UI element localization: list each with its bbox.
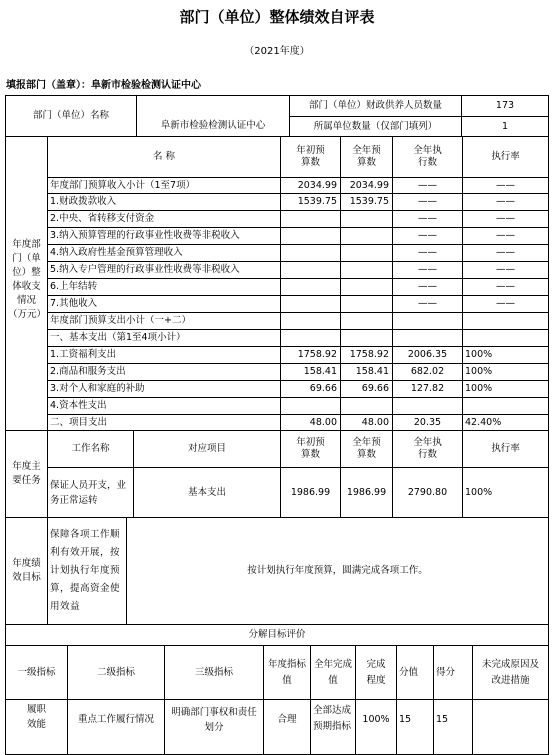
ind-row-l1: 履职效能: [26, 704, 46, 730]
budget-row-3-name: 3.纳入预算管理的行政事业性收费等非税收入: [50, 230, 240, 241]
budget-row-13-name: 4.资本性支出: [50, 400, 107, 411]
report-year: （2021年度）: [244, 46, 310, 57]
staff-count-value: 173: [495, 100, 515, 111]
budget-row-2-b: [341, 211, 392, 227]
budget-row-13-a: [281, 398, 340, 414]
budget-row-5-name: 5.纳入专户管理的行政事业性收费等非税收入: [50, 264, 240, 275]
budget-row-8-c: [393, 313, 462, 329]
budget-row-2-a: [281, 211, 340, 227]
page-title: 部门（单位）整体绩效自评表: [179, 8, 375, 26]
budget-row-12-name: 3.对个人和家庭的补助: [50, 383, 145, 394]
budget-row-14-a: 48.00: [309, 416, 337, 428]
sub-unit-value: 1: [501, 120, 509, 132]
budget-row-1-b: 1539.75: [349, 196, 389, 207]
task-item: 基本支出: [187, 486, 226, 498]
task-name: 保证人员开支，业务正常运转: [50, 479, 127, 506]
budget-row-6-name: 6.上年结转: [50, 281, 98, 292]
tasks-header-initial: 年初预算数: [296, 437, 325, 460]
ind-header-max: 分值: [399, 666, 419, 678]
budget-row-4-name: 4.纳入政府性基金预算管理收入: [50, 247, 183, 258]
ind-header-l2: 二级指标: [96, 666, 135, 678]
tasks-header-task: 工作名称: [71, 443, 110, 454]
budget-row-12-c: 127.82: [410, 383, 445, 394]
ind-row-degree: 100%: [362, 714, 390, 725]
task-rate: 100%: [465, 486, 493, 498]
indicator-section-title: 分解目标评价: [248, 629, 306, 640]
budget-row-11-d: 100%: [465, 366, 493, 377]
budget-row-0-b: 2034.99: [349, 179, 389, 191]
budget-row-7-b: [341, 296, 392, 312]
budget-row-0-name: 年度部门预算收入小计（1至7项）: [50, 179, 196, 191]
tasks-side-label: 年度主要任务: [12, 461, 41, 486]
ind-row-target: 合理: [277, 714, 297, 725]
goal-left-text: 保障各项工作顺利有效开展，按计划执行年度预算，提高资金使用效益: [50, 529, 121, 612]
ind-header-score: 得分: [436, 666, 456, 678]
ind-row-score: 15: [436, 714, 449, 725]
ind-row-l3: 明确部门事权和责任划分: [171, 707, 257, 733]
budget-row-12-d: 100%: [465, 383, 493, 394]
ind-header-target: 年度指标值: [268, 658, 307, 686]
budget-row-13-d: [463, 398, 548, 414]
budget-row-4-a: [281, 245, 340, 261]
budget-row-3-d: ——: [496, 230, 515, 241]
ind-header-reason: 未完成原因及改进措施: [481, 658, 539, 686]
ind-header-actual: 全年完成值: [314, 658, 353, 686]
budget-row-1-d: ——: [496, 196, 515, 207]
task-full: 1986.99: [346, 486, 387, 498]
budget-row-3-b: [341, 228, 392, 244]
budget-row-3-a: [281, 228, 340, 244]
task-exec: 2790.80: [407, 486, 448, 498]
budget-row-6-b: [341, 279, 392, 295]
goal-right-text: 按计划执行年度预算，圆满完成各项工作。: [247, 565, 428, 576]
ind-row-reason: [473, 700, 548, 740]
budget-header-full: 全年预算数: [352, 145, 381, 168]
budget-row-9-c: [393, 330, 462, 346]
ind-row-max: 15: [399, 714, 412, 725]
budget-row-14-name: 二、项目支出: [50, 416, 108, 428]
task-initial: 1986.99: [290, 486, 331, 498]
budget-row-12-a: 69.66: [309, 383, 337, 394]
budget-row-8-name: 年度部门预算支出小计（一+二）: [50, 315, 191, 326]
budget-row-11-a: 158.41: [303, 366, 337, 377]
tasks-header-full: 全年预算数: [352, 437, 381, 460]
budget-row-9-name: 一、基本支出（第1至4项小计）: [50, 332, 186, 343]
budget-row-10-d: 100%: [465, 349, 493, 360]
tasks-header-exec: 全年执行数: [413, 437, 442, 460]
budget-row-1-c: ——: [418, 196, 437, 207]
budget-row-7-d: ——: [496, 298, 515, 309]
budget-header-initial: 年初预算数: [296, 145, 325, 168]
budget-header-rate: 执行率: [491, 151, 520, 162]
budget-row-6-d: ——: [496, 281, 515, 292]
budget-row-5-d: ——: [496, 264, 515, 275]
budget-row-7-name: 7.其他收入: [50, 298, 98, 309]
budget-row-10-b: 1758.92: [349, 349, 389, 360]
budget-row-4-d: ——: [496, 247, 515, 258]
ind-header-l3: 三级指标: [194, 666, 233, 678]
budget-row-1-a: 1539.75: [297, 196, 337, 207]
budget-row-13-b: [341, 398, 392, 414]
budget-row-4-c: ——: [418, 247, 437, 258]
dept-name-value: 阜新市检验检测认证中心: [160, 120, 266, 131]
filler-department: 填报部门（盖章）：阜新市检验检测认证中心: [6, 80, 201, 91]
budget-row-14-c: 20.35: [413, 416, 442, 428]
budget-row-11-name: 2.商品和服务支出: [50, 366, 126, 377]
budget-row-14-d: 42.40%: [465, 416, 502, 428]
budget-row-3-c: ——: [418, 230, 437, 241]
budget-row-9-b: [341, 330, 392, 346]
budget-row-2-c: ——: [418, 213, 437, 224]
ind-header-l1: 一级指标: [17, 666, 56, 678]
budget-row-13-c: [393, 398, 462, 414]
tasks-header-rate: 执行率: [491, 443, 520, 454]
budget-row-2-d: ——: [496, 213, 515, 224]
budget-row-11-c: 682.02: [410, 366, 445, 377]
ind-header-degree: 完成程度: [366, 658, 386, 686]
ind-row-actual: 全部达成预期指标: [313, 705, 352, 732]
budget-row-10-a: 1758.92: [297, 349, 337, 360]
budget-row-0-c: ——: [418, 179, 437, 191]
budget-row-5-c: ——: [418, 264, 437, 275]
budget-row-5-a: [281, 262, 340, 278]
goal-side-label: 年度绩效目标: [12, 558, 41, 583]
budget-row-8-b: [341, 313, 392, 329]
budget-row-8-d: [463, 313, 548, 329]
staff-count-label: 部门（单位）财政供养人员数量: [308, 100, 442, 111]
budget-side-label: 年度部门（单位）整体收支情况（万元）: [8, 239, 47, 320]
budget-header-exec: 全年执行数: [413, 145, 442, 168]
budget-row-6-a: [281, 279, 340, 295]
budget-row-12-b: 69.66: [361, 383, 389, 394]
ind-row-l2: 重点工作履行情况: [77, 714, 154, 725]
budget-row-5-b: [341, 262, 392, 278]
budget-row-7-c: ——: [418, 298, 437, 309]
sub-unit-label: 所属单位数量（仅部门填列）: [313, 120, 438, 132]
tasks-header-item: 对应项目: [187, 443, 226, 454]
budget-row-10-c: 2006.35: [407, 349, 448, 360]
budget-row-7-a: [281, 296, 340, 312]
budget-row-9-d: [463, 330, 548, 346]
budget-row-9-a: [281, 330, 340, 346]
budget-row-4-b: [341, 245, 392, 261]
dept-name-label: 部门（单位）名称: [32, 110, 109, 121]
budget-header-name: 名 称: [152, 151, 176, 162]
budget-row-1-name: 1.财政拨款收入: [50, 196, 117, 207]
budget-row-2-name: 2.中央、省转移支付资金: [50, 213, 155, 224]
budget-row-10-name: 1.工资福利支出: [50, 349, 117, 360]
budget-row-0-a: 2034.99: [297, 179, 337, 191]
budget-row-11-b: 158.41: [355, 366, 389, 377]
budget-row-6-c: ——: [418, 281, 437, 292]
budget-row-14-b: 48.00: [361, 416, 389, 428]
budget-row-0-d: ——: [496, 179, 515, 191]
budget-row-8-a: [281, 313, 340, 329]
